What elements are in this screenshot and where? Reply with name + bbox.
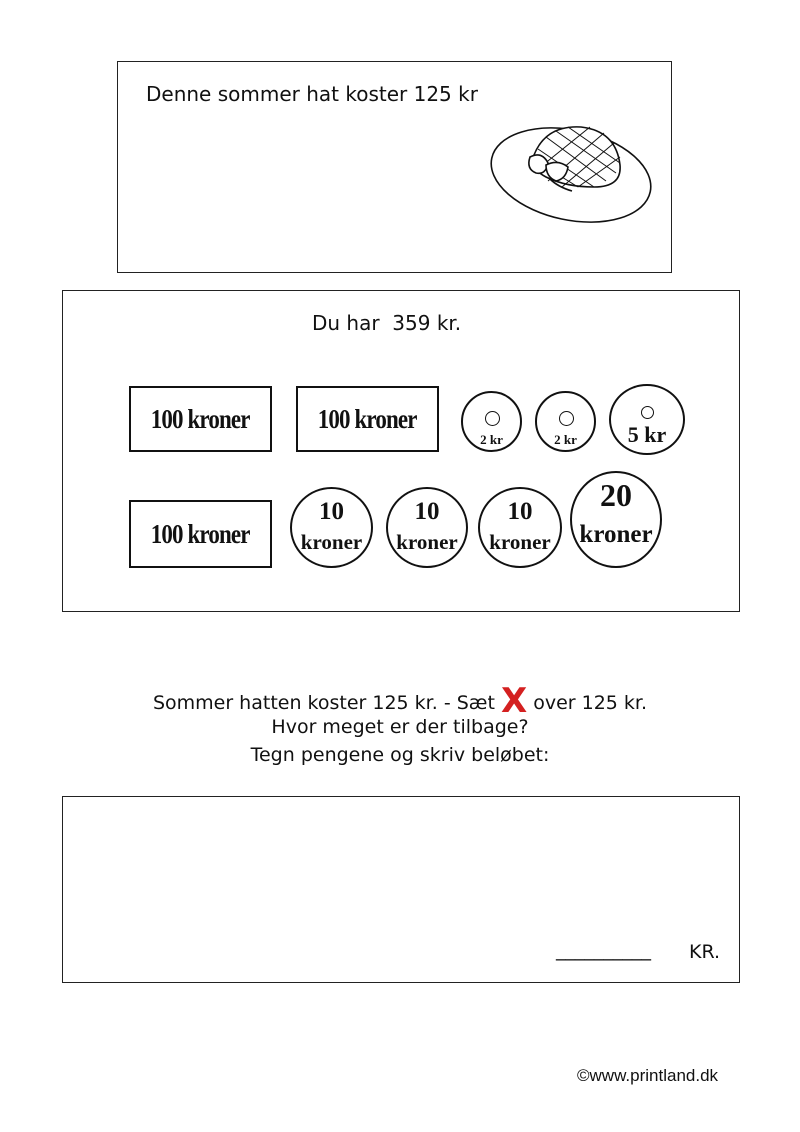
- banknote-100: [129, 386, 272, 452]
- coin-10kr-word: kroner: [300, 530, 363, 554]
- coin-10kr: [290, 487, 373, 568]
- coin-10kr-number: 10: [319, 498, 344, 525]
- money-total-text: Du har 359 kr.: [312, 311, 462, 335]
- coin-2kr-label: 2 kr: [554, 432, 577, 447]
- hat-box: [117, 61, 672, 273]
- coin-hole: [559, 411, 574, 426]
- banknote-label: 100 kroner: [318, 403, 417, 434]
- instruction-line-1: [0, 681, 800, 721]
- coin-5kr: [609, 384, 685, 455]
- summer-hat-icon: [486, 107, 656, 237]
- coin-20kr-word: kroner: [579, 521, 653, 548]
- answer-blank-line[interactable]: __________: [556, 939, 651, 961]
- coin-20kr: [570, 471, 662, 568]
- banknote-100: [296, 386, 439, 452]
- coin-2kr: [461, 391, 522, 452]
- copyright-footer: ©www.printland.dk: [577, 1066, 719, 1085]
- instruction-text-after: over 125 kr.: [533, 692, 648, 714]
- answer-box: [62, 796, 740, 983]
- instruction-text-before: Sommer hatten koster 125 kr. - Sæt: [152, 692, 495, 714]
- coin-10kr-word: kroner: [396, 530, 458, 554]
- coin-10kr-word: kroner: [489, 530, 551, 554]
- instruction-line-2: Hvor meget er der tilbage?: [271, 716, 529, 738]
- coin-20kr-number: 20: [600, 477, 632, 513]
- coin-10kr-number: 10: [507, 498, 533, 525]
- banknote-label: 100 kroner: [151, 403, 250, 434]
- coin-hole: [641, 406, 654, 419]
- coin-5kr-label: 5 kr: [627, 422, 667, 447]
- red-x-mark: X: [500, 681, 528, 721]
- instruction-line-3: Tegn pengene og skriv beløbet:: [250, 744, 550, 766]
- money-box: [62, 290, 740, 612]
- banknote-100: [129, 500, 272, 568]
- coin-10kr: [478, 487, 562, 568]
- coin-2kr-label: 2 kr: [480, 432, 503, 447]
- coin-10kr-number: 10: [414, 498, 440, 525]
- answer-unit-label: KR.: [689, 941, 721, 963]
- coin-hole: [485, 411, 500, 426]
- hat-price-text: Denne sommer hat koster 125 kr: [146, 82, 478, 106]
- coin-10kr: [386, 487, 468, 568]
- banknote-label: 100 kroner: [151, 518, 250, 549]
- coin-2kr: [535, 391, 596, 452]
